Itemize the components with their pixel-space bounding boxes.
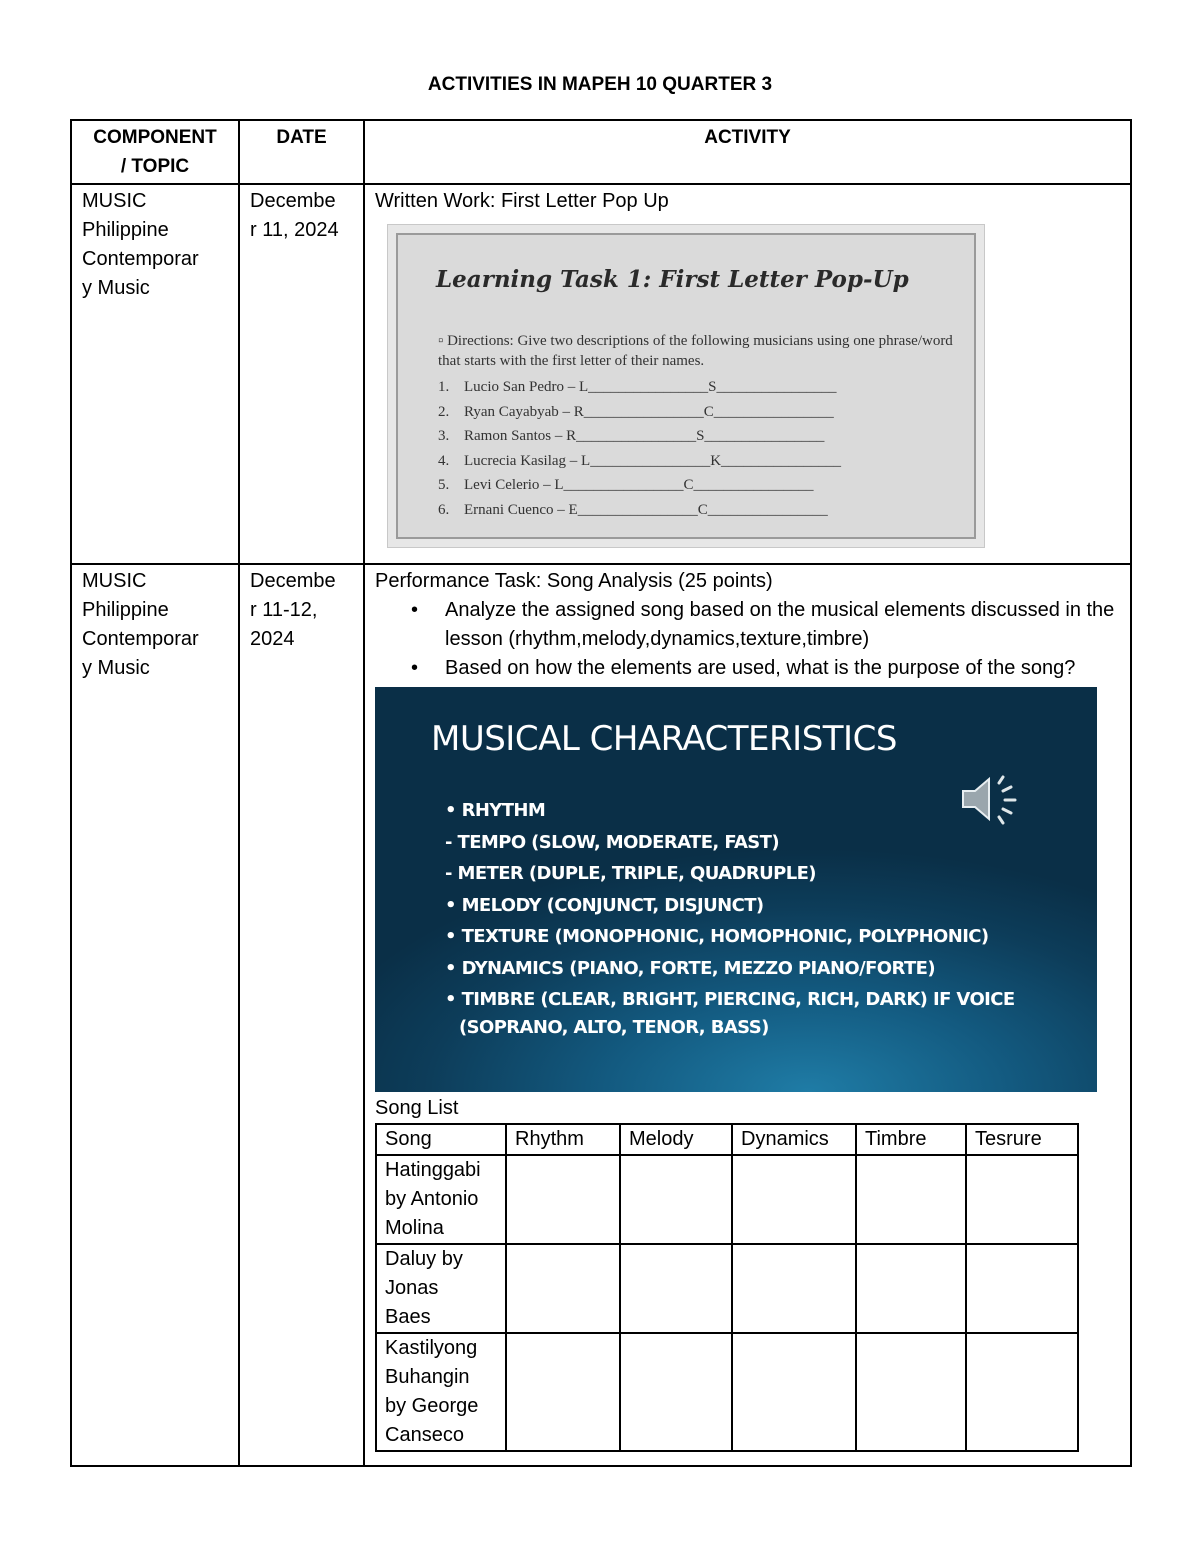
item-text: Ryan Cayabyab – R________________C________________ [464,403,834,420]
song-header-cell: Song [376,1124,506,1155]
activity-title: Written Work: First Letter Pop Up [375,190,669,212]
slide-line: (SOPRANO, ALTO, TENOR, BASS) [459,1016,769,1038]
list-item [438,447,841,472]
activity-cell [364,184,1131,564]
item-number: 5. [438,477,450,493]
slide-line: • RHYTHM [445,800,546,821]
song-line: Hatinggabi [385,1159,481,1181]
list-item [438,398,841,423]
topic-line: MUSIC [82,570,147,592]
date-line: r 11, 2024 [250,219,339,241]
bullet-list [375,596,1120,683]
empty-cell [856,1244,966,1333]
list-item [438,373,841,398]
topic-line: Philippine [82,599,169,621]
empty-cell [732,1244,856,1333]
empty-cell [506,1244,620,1333]
song-list-label: Song List [375,1097,459,1119]
activities-table [70,119,1132,1467]
empty-cell [966,1244,1078,1333]
empty-cell [620,1333,732,1451]
song-table-header-row [376,1124,1078,1155]
table-row [71,564,1131,1466]
bullet-icon: • [411,657,419,679]
empty-cell [732,1333,856,1451]
date-cell [239,564,364,1466]
table-row [376,1155,1078,1244]
topic-line: MUSIC [82,190,147,212]
song-line: Molina [385,1217,444,1239]
table-row [71,184,1131,564]
topic-line: y Music [82,657,150,679]
song-line: Jonas [385,1277,439,1299]
empty-cell [506,1155,620,1244]
header-activity: ACTIVITY [364,120,1131,184]
item-text: Levi Celerio – L________________C________________ [464,477,814,493]
header-component-line2: / TOPIC [120,156,190,177]
learning-task-directions: ▫ Directions: Give two descriptions of the following musicians using one phrase/word that starts with the first letter of their names. [438,333,953,369]
topic-line: Contemporar [82,248,199,270]
slide-line: - METER (DUPLE, TRIPLE, QUADRUPLE) [445,863,816,884]
slide-line: • TIMBRE (CLEAR, BRIGHT, PIERCING, RICH, DARK) IF VOICE [445,989,1015,1010]
song-header-cell: Tesrure [966,1124,1078,1155]
date-line: Decembe [250,190,336,212]
song-line: Baes [385,1306,431,1328]
song-header-cell: Dynamics [732,1124,856,1155]
list-item [438,471,841,496]
learning-task-list [438,373,841,520]
item-text: Ernani Cuenco – E________________C________________ [464,501,828,518]
song-line: by Antonio [385,1188,479,1210]
date-line: r 11-12, [250,599,318,621]
header-date: DATE [239,120,364,184]
bullet-text: Based on how the elements are used, what is the purpose of the song? [445,657,1076,679]
empty-cell [620,1244,732,1333]
item-text: Ramon Santos – R________________S________________ [464,428,825,444]
empty-cell [506,1333,620,1451]
slide-line: - TEMPO (SLOW, MODERATE, FAST) [445,831,779,853]
item-number: 2. [438,403,450,420]
item-number: 1. [438,379,450,395]
song-list-table [375,1123,1079,1452]
slide-list [445,795,1015,1040]
list-item [375,654,1120,683]
date-line: Decembe [250,570,336,592]
song-header-cell: Rhythm [506,1124,620,1155]
song-name-cell [376,1155,506,1244]
list-item [375,596,1120,654]
empty-cell [966,1333,1078,1451]
song-line: Canseco [385,1424,464,1446]
list-item [438,422,841,447]
list-item [438,496,841,521]
song-line: Kastilyong [385,1337,478,1359]
topic-cell [71,184,239,564]
empty-cell [856,1333,966,1451]
activity-title: Performance Task: Song Analysis (25 points) [375,570,773,592]
song-name-cell [376,1333,506,1451]
empty-cell [620,1155,732,1244]
empty-cell [966,1155,1078,1244]
learning-task-title: Learning Task 1: First Letter Pop-Up [436,266,909,293]
topic-line: Philippine [82,219,169,241]
empty-cell [856,1155,966,1244]
topic-cell [71,564,239,1466]
header-component-line1: COMPONENT [93,127,217,148]
bullet-icon: • [411,599,419,621]
slide-title: MUSICAL CHARACTERISTICS [431,719,897,759]
topic-line: y Music [82,277,150,299]
table-row [376,1333,1078,1451]
musical-characteristics-slide [375,687,1097,1092]
header-component-topic [71,120,239,184]
item-text: Lucio San Pedro – L________________S________________ [464,379,837,395]
song-line: Buhangin [385,1366,470,1388]
song-line: Daluy by [385,1248,463,1270]
item-number: 3. [438,428,450,444]
song-name-cell [376,1244,506,1333]
item-number: 4. [438,452,450,469]
table-header-row [71,120,1131,184]
song-header-cell: Timbre [856,1124,966,1155]
date-cell [239,184,364,564]
activity-cell [364,564,1131,1466]
table-row [376,1244,1078,1333]
item-text: Lucrecia Kasilag – L________________K________________ [464,452,842,469]
item-number: 6. [438,501,450,518]
slide-line: • MELODY (CONJUNCT, DISJUNCT) [445,894,764,916]
song-line: by George [385,1395,479,1417]
topic-line: Contemporar [82,628,199,650]
slide-line: • TEXTURE (MONOPHONIC, HOMOPHONIC, POLYPHONIC) [445,926,989,947]
empty-cell [732,1155,856,1244]
document-title: ACTIVITIES IN MAPEH 10 QUARTER 3 [427,74,773,95]
bullet-text: Analyze the assigned song based on the musical elements discussed in the lesson (rhythm,melody,dynamics,texture,timbre) [445,599,1115,650]
slide-line: • DYNAMICS (PIANO, FORTE, MEZZO PIANO/FORTE) [445,957,935,979]
learning-task-frame [396,233,976,539]
learning-task-image [387,224,985,548]
song-header-cell: Melody [620,1124,732,1155]
date-line: 2024 [250,628,295,650]
